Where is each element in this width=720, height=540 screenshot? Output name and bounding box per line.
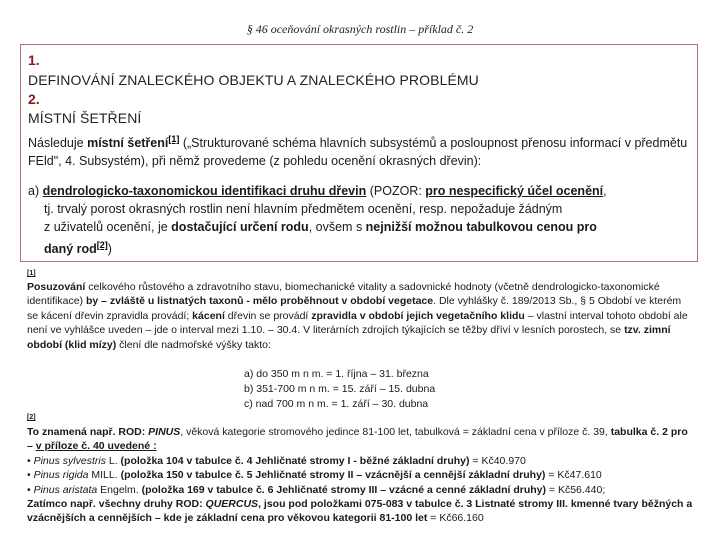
item-a-label: a) <box>28 184 43 198</box>
fn2-line-1 <box>27 425 695 454</box>
item-a-line-3b: dostačující určení rodu <box>171 220 309 234</box>
fn2-l2d: (položka 104 v tabulce č. 4 Jehličnaté stromy I - běžné základní druhy) <box>120 454 470 467</box>
fn2-l4b: Pinus aristata <box>33 483 98 496</box>
item-a-line-3c: , ovšem s <box>308 220 366 234</box>
bullet: • <box>27 483 34 496</box>
intro-bold: místní šetření <box>87 136 169 151</box>
item-a-line-4b: ) <box>107 242 112 257</box>
fn2-line-5 <box>27 497 695 526</box>
intro-paragraph <box>28 130 688 170</box>
fn2-l5b: QUERCUS <box>205 498 259 511</box>
item-a-line-3d: nejnižší možnou tabulkovou cenou pro <box>365 220 597 234</box>
fn1-t4: – vlastní interval tohoto období ale není ve vyhlášce uveden – jde o interval mezi 1.10. – 30.4. V literárních zdrojích týkajících se těžby dříví v lesních porostech, se <box>27 309 688 337</box>
fn2-l1c: , věková kategorie stromového jedince 81-100 let, tabulková = základní cena v příloze č. 39, <box>180 426 611 438</box>
fn2-l3b: Pinus rigida <box>33 469 89 482</box>
fn1-t5: člení dle nadmořské výšky takto: <box>116 338 271 351</box>
fn2-l1a: To znamená např. ROD: <box>27 426 149 438</box>
fn2-l4e: = Kč56.440; <box>545 483 606 496</box>
item-a-line-4 <box>28 236 688 258</box>
fn2-l5c: , jsou pod položkami 075-083 v tabulce č. 3 Listnaté stromy III. kmenné tvary běžných a vzácnějších a cennějších – kde je základní cena pro věkovou kategorii 81-100 let <box>27 498 693 525</box>
intro-text-2: („Strukturované schéma hlavních subsystémů a posloupnost přenosu informací v předmětu FEld", 4. Subsystém), při němž provedeme (z pohledu ocenění okrasných dřevin): <box>28 136 688 169</box>
item-a-line-3a: z uživatelů ocenění, je <box>44 220 172 234</box>
fn2-l5a: Zatímco např. všechny druhy ROD: <box>27 498 206 511</box>
section-number-1: 1. <box>28 52 40 68</box>
fn2-line-2 <box>27 454 695 468</box>
item-a-line-4a: daný rod <box>44 242 97 257</box>
fn2-l1e: v příloze č. 40 uvedené : <box>35 440 157 453</box>
intro-text: Následuje <box>28 136 88 151</box>
fn2-l3c: MILL. <box>88 469 121 482</box>
fn1-b5: tzv. zimní období (klid mízy) <box>27 324 671 351</box>
item-a-text-2: , <box>603 184 607 198</box>
footnote-link-2[interactable]: [2] <box>96 240 108 250</box>
fn2-l2b: Pinus sylvestris <box>33 454 106 467</box>
footnote-link-1[interactable]: [1] <box>168 134 180 144</box>
footnote-ref-1[interactable]: [1] <box>27 270 36 277</box>
list-item: b) 351-700 m n m. = 15. září – 15. dubna <box>244 382 436 395</box>
footnote-2 <box>27 425 695 526</box>
footnote-1 <box>27 280 691 352</box>
fn2-line-4 <box>27 483 695 497</box>
fn2-line-3 <box>27 468 695 482</box>
fn1-b4: zpravidla v období jejich vegetačního klidu <box>311 309 525 322</box>
list-item: a) do 350 m n m. = 1. října – 31. března <box>244 368 429 380</box>
bullet: • <box>27 469 34 482</box>
fn1-t1: celkového růstového a zdravotního stavu, biomechanické vitality a sadovnické hodnoty (včetně dendrologicko-taxonomické identifikace) <box>27 281 660 308</box>
fn1-b3: kácení <box>192 309 225 322</box>
section-number-2: 2. <box>28 91 40 107</box>
item-a-line-3 <box>28 218 688 236</box>
page-header: § 46 oceňování okrasných rostlin – příklad č. 2 <box>246 22 474 36</box>
item-a-bold-1: dendrologicko-taxonomickou identifikaci druhu dřevin <box>42 184 367 198</box>
list-item: c) nad 700 m n m. = 1. září – 30. dubna <box>244 397 429 410</box>
fn1-b1: Posuzování <box>27 281 86 293</box>
fn1-b2: by – zvláště u listnatých taxonů - mělo proběhnout v období vegetace <box>85 295 434 308</box>
fn1-t3: dřevin se provádí <box>224 309 312 322</box>
item-a-text: (POZOR: <box>366 184 426 198</box>
list-item-a <box>28 182 688 258</box>
fn2-l2c: L. <box>105 454 121 467</box>
fn2-l4d: (položka 169 v tabulce č. 6 Jehličnaté stromy III – vzácné a cenné základní druhy) <box>141 483 546 496</box>
fn2-l3e: = Kč47.610 <box>545 469 602 482</box>
footnote-ref-2[interactable]: [2] <box>27 414 36 421</box>
fn2-l1b: PINUS <box>148 426 181 438</box>
fn1-t2: . Dle vyhlášky č. 189/2013 Sb., § 5 Období ve kterém se kácení dřevin zpravidla provádí; <box>27 295 682 322</box>
fn2-l5d: = Kč66.160 <box>427 512 484 525</box>
item-a-line-2: tj. trvalý porost okrasných rostlin není hlavním předmětem ocenění, resp. nepožaduje žádným <box>44 202 563 216</box>
section-heading-2: MÍSTNÍ ŠETŘENÍ <box>28 110 142 126</box>
fn2-l3d: (položka 150 v tabulce č. 5 Jehličnaté stromy II – vzácnější a cennější základní druhy) <box>120 469 546 482</box>
item-a-bold-2: pro nespecifický účel ocenění <box>425 184 604 198</box>
fn2-l1d: tabulka č. 2 pro – <box>27 426 688 453</box>
section-heading-1: DEFINOVÁNÍ ZNALECKÉHO OBJEKTU A ZNALECKÉHO PROBLÉMU <box>28 72 479 88</box>
winter-period-list <box>244 367 435 411</box>
fn2-l2e: = Kč40.970 <box>469 454 526 467</box>
fn2-l4c: Engelm. <box>97 483 142 496</box>
bullet: • <box>27 454 34 467</box>
